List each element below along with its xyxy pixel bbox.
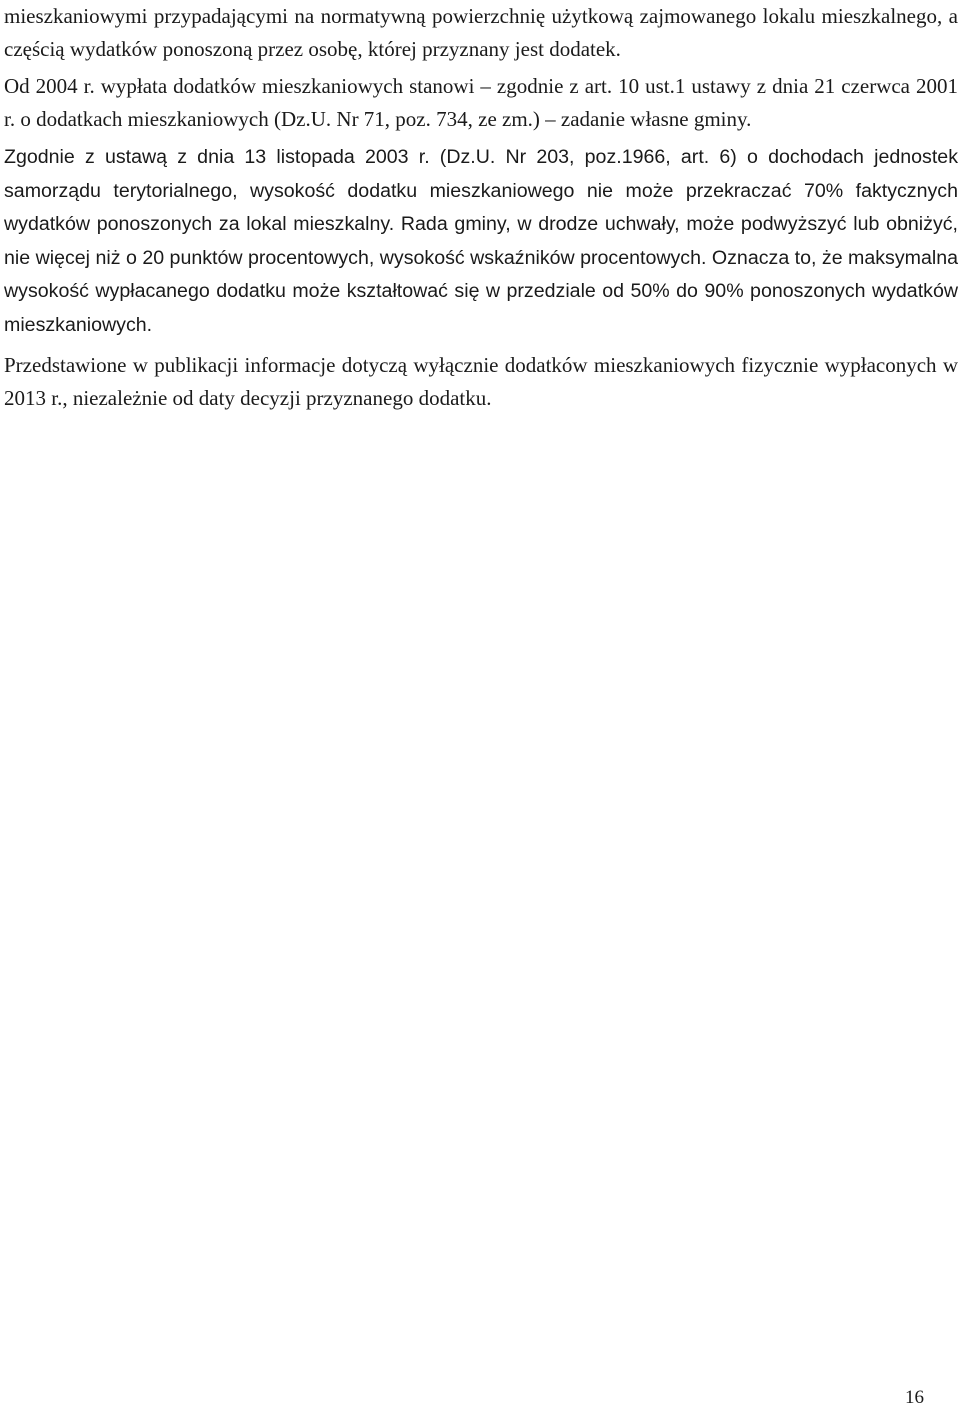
paragraph-income-law bbox=[4, 140, 958, 341]
paragraph-income-law-range: Oznacza to, że maksymalna wysokość wypłacanego dodatku może kształtować się w przedziale od 50% do 90% ponoszonych wydatków mieszkaniowych. bbox=[4, 246, 959, 336]
paragraph-scope: Przedstawione w publikacji informacje dotyczą wyłącznie dodatków mieszkaniowych fizycznie wypłaconych w 2013 r., niezależnie od daty decyzji przyznanego dodatku. bbox=[4, 353, 958, 410]
paragraph-income-law-council: Rada gminy, w drodze uchwały, może podwyższyć lub obniżyć, nie więcej niż o 20 punktów procentowych, wysokość wskaźników procentowych. bbox=[4, 213, 958, 269]
paragraph-income-law-limit: 6) o dochodach jednostek samorządu terytorialnego, wysokość dodatku mieszkaniowego nie może przekraczać 70% faktycznych wydatków ponoszonych za lokal mieszkalny. bbox=[4, 146, 958, 235]
page-number: 16 bbox=[905, 1387, 924, 1408]
paragraph-income-law-intro: Zgodnie z ustawą z dnia 13 listopada 2003 r. (Dz.U. Nr 203, poz.1966, art. bbox=[4, 146, 710, 168]
paragraph-legal-basis: Od 2004 r. wypłata dodatków mieszkaniowych stanowi – zgodnie z art. 10 ust.1 ustawy z dnia 21 czerwca 2001 r. o dodatkach mieszkaniowych (Dz.U. Nr 71, poz. 734, ze zm.) – zadanie własne gminy. bbox=[4, 74, 958, 131]
paragraph-continuation: mieszkaniowymi przypadającymi na normatywną powierzchnię użytkową zajmowanego lokalu mieszkalnego, a częścią wydatków ponoszoną przez osobę, której przyznany jest dodatek. bbox=[4, 4, 958, 61]
document-page bbox=[4, 0, 958, 414]
